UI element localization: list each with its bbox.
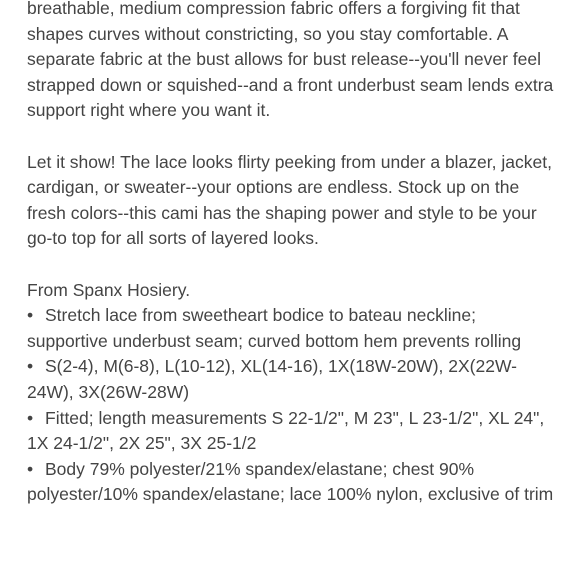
list-item-text: Body 79% polyester/21% spandex/elastane; chest 90% polyester/10% spandex/elastane; lace 100% nylon, exclusive of trim: [27, 458, 554, 505]
list-item: [27, 303, 557, 354]
features-list: [27, 303, 557, 508]
source-line: From Spanx Hosiery.: [27, 279, 191, 300]
list-item-text: Stretch lace from sweetheart bodice to bateau neckline; supportive underbust seam; curved bottom hem prevents rolling: [27, 305, 522, 351]
description-paragraph-2: Let it show! The lace looks flirty peeking from under a blazer, jacket, cardigan, or sweater--your options are endless. Stock up on the fresh colors--this cami has the shaping power and style to be your go-to top for all sorts of layered looks.: [27, 151, 552, 249]
list-item-text: S(2-4), M(6-8), L(10-12), XL(14-16), 1X(18W-20W), 2X(22W-24W), 3X(26W-28W): [27, 356, 517, 402]
list-item-text: Fitted; length measurements S 22-1/2", M 23", L 23-1/2", XL 24", 1X 24-1/2", 2X 25", 3X 25-1/2: [27, 407, 545, 454]
bullet-icon: •: [27, 305, 34, 326]
product-description: [27, 0, 557, 508]
list-item: [27, 406, 557, 457]
list-item: [27, 354, 557, 405]
bullet-icon: •: [27, 458, 34, 479]
bullet-icon: •: [27, 356, 34, 377]
description-paragraph-1: breathable, medium compression fabric offers a forgiving fit that shapes curves without constricting, so you stay comfortable. A separate fabric at the bust allows for bust release--you'll never feel strapped down or squished--and a front underbust seam lends extra support right where you want it.: [27, 0, 554, 121]
bullet-icon: •: [27, 407, 34, 428]
list-item: [27, 457, 557, 508]
